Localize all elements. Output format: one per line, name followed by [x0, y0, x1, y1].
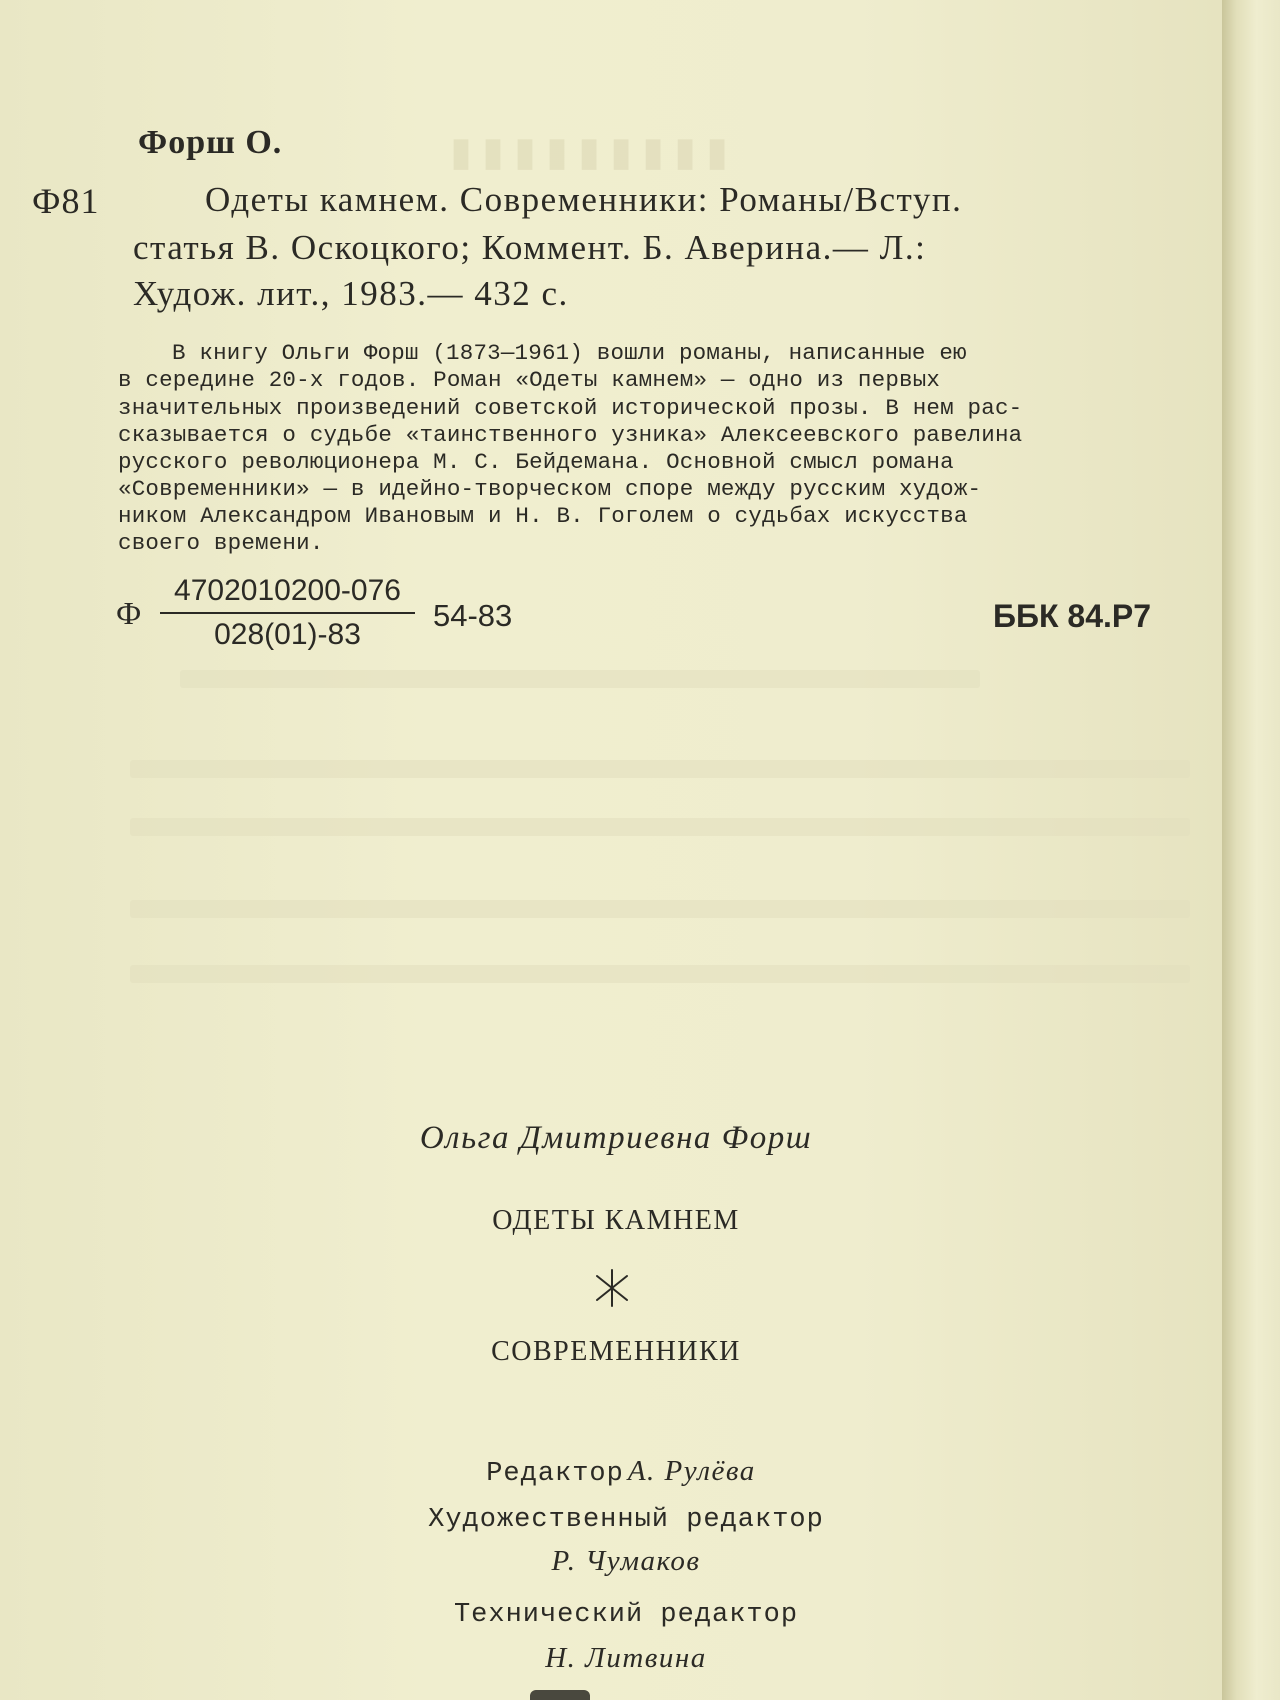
catalog-author-heading: Форш О.: [138, 124, 283, 161]
isbn-letter: Ф: [116, 595, 142, 631]
bbk-code: ББК 84.Р7: [993, 598, 1152, 634]
book-title-1: ОДЕТЫ КАМНЕМ: [492, 1205, 740, 1236]
editor-name: А. Рулёва: [627, 1455, 756, 1487]
annotation-line: «Современники» — в идейно-творческом споре между русским худож-: [118, 476, 982, 502]
isbn-numerator: 4702010200-076: [174, 574, 401, 607]
annotation-line: В книгу Ольги Форш (1873—1961) вошли романы, написанные ею: [172, 340, 967, 366]
bleed-through-line: [130, 818, 1190, 836]
isbn-fraction: [160, 574, 415, 652]
bleed-through-line: [130, 965, 1190, 983]
editor-label: Редактор: [486, 1459, 624, 1489]
bleed-through-text: ▮▮▮▮▮▮▮▮▮: [440, 129, 729, 174]
bleed-through-line: [130, 900, 1190, 918]
isbn-code: 54-83: [433, 598, 513, 633]
annotation-line: значительных произведений советской исторической прозы. В нем рас-: [118, 395, 1023, 421]
annotation-line: ником Александром Ивановым и Н. В. Гоголем о судьбах искусства: [118, 503, 968, 529]
tech-editor-name: Н. Литвина: [545, 1642, 707, 1674]
annotation-line: русского революционера М. С. Бейдемана. Основной смысл романа: [118, 449, 954, 475]
art-editor-label: Художественный редактор: [428, 1505, 824, 1535]
annotation-line: в середине 20-х годов. Роман «Одеты камнем» — одно из первых: [118, 367, 941, 393]
editor-credit: [0, 1455, 1222, 1489]
author-full-name: Ольга Дмитриевна Форш: [419, 1120, 813, 1156]
asterisk-ornament-icon: [590, 1266, 634, 1315]
bleed-through-line: [180, 670, 980, 688]
biblio-line: Худож. лит., 1983.— 432 с.: [133, 274, 569, 313]
catalog-index-code: Ф81: [32, 181, 100, 221]
bleed-through-line: [130, 760, 1190, 778]
isbn-denominator: 028(01)-83: [214, 618, 361, 651]
art-editor-name: Р. Чумаков: [551, 1545, 701, 1577]
biblio-line: статья В. Оскоцкого; Коммент. Б. Аверина.— Л.:: [133, 228, 927, 267]
tech-editor-label: Технический редактор: [453, 1600, 799, 1630]
biblio-line: Одеты камнем. Современники: Романы/Вступ.: [205, 180, 963, 219]
annotation-line: своего времени.: [118, 530, 324, 556]
cut-off-text-fragment: [530, 1690, 590, 1700]
annotation-line: сказывается о судьбе «таинственного узника» Алексеевского равелина: [118, 422, 1023, 448]
next-page-edge: [1222, 0, 1280, 1700]
book-title-2: СОВРЕМЕННИКИ: [491, 1336, 741, 1367]
